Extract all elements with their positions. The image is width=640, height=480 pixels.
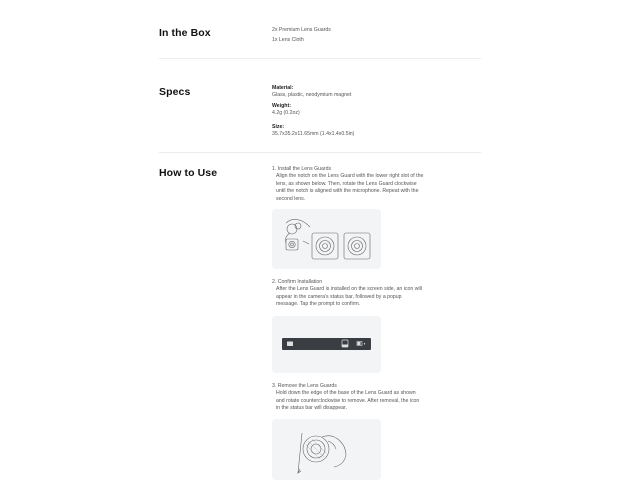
material-value: Glass, plastic, neodymium magnet [272,92,352,98]
weight-label: Weight: [272,103,291,109]
status-bar-image [272,316,381,373]
install-illustration [272,209,381,269]
how-to-use-title: How to Use [159,167,218,179]
specs-title: Specs [159,86,191,98]
step-body: Align the notch on the Lens Guard with the lower right slot of the lens, as shown below. Then, rotate the Lens Guard clockwise until the notch is aligned with the microphone. Repeat with the second lens. [276,173,424,202]
status-bar-illustration [272,316,381,373]
step-heading: 2. Confirm Installation [272,279,323,285]
step-body: Hold down the edge of the base of the Lens Guard as shown and rotate counterclockwise to remove. After removal, the icon in the status bar will disappear. [276,390,420,412]
in-the-box-title: In the Box [159,27,211,39]
box-item: 1x Lens Cloth [272,37,304,43]
remove-illustration [272,419,381,480]
step-body: After the Lens Guard is installed on the screen side, an icon will appear in the camera's status bar, followed by a popup message. Tap the prompt to confirm. [276,286,422,308]
size-label: Size: [272,124,285,130]
step-1 [272,166,424,203]
size-value: 35.7x35.2x11.65mm (1.4x1.4x0.5in) [272,131,355,137]
step-heading: 1. Install the Lens Guards [272,166,332,172]
remove-lens-guard-image [272,419,381,480]
install-lens-guard-image [272,209,381,269]
step-3 [272,383,424,413]
divider [159,58,481,59]
step-2 [272,279,424,309]
camera-mode-icon [287,342,293,347]
weight-value: 4.2g (0.2oz) [272,110,300,116]
box-item: 2x Premium Lens Guards [272,27,331,33]
divider [159,152,481,153]
material-label: Material: [272,85,294,91]
step-heading: 3. Remove the Lens Guards [272,383,337,389]
